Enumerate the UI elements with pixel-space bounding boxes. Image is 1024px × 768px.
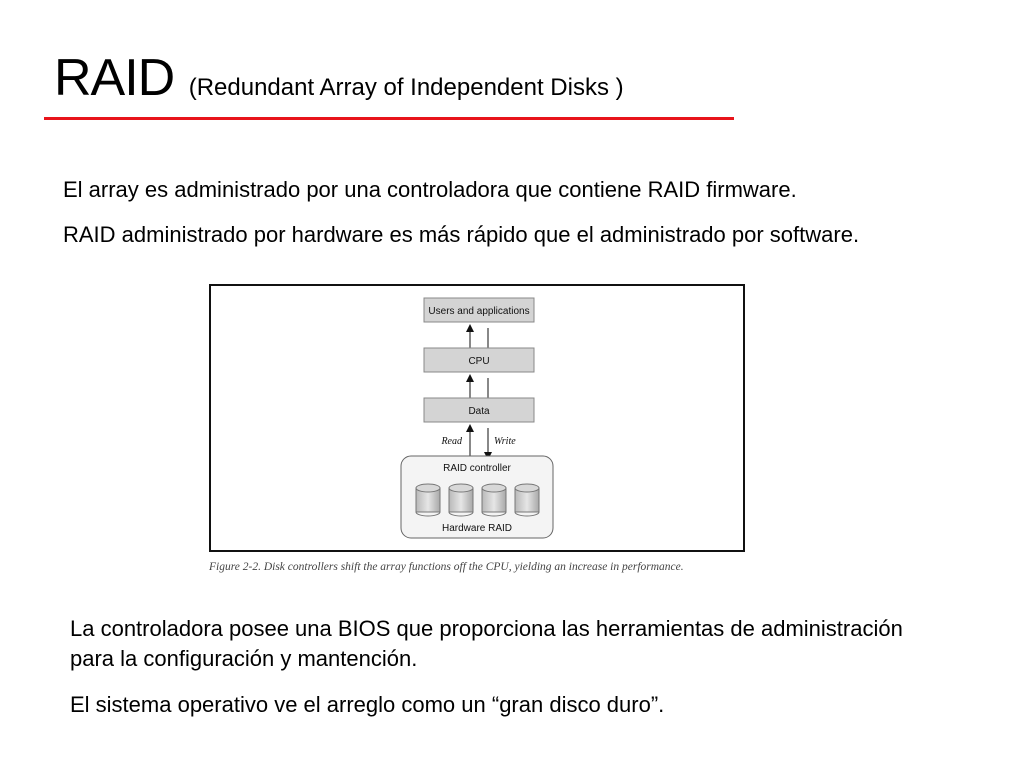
cpu-box-label: CPU [468,356,490,367]
slide-title [54,48,624,108]
hardware-raid-label: Hardware RAID [441,523,513,534]
disk-icon [515,484,539,516]
data-box-label: Data [468,406,490,417]
read-label: Read [441,436,462,447]
disk-icon [482,484,506,516]
write-label: Write [494,436,516,447]
figure-caption: Figure 2-2. Disk controllers shift the array functions off the CPU, yielding an increase in performance. [209,561,684,573]
title-main: RAID [54,49,175,107]
raid-diagram-svg [211,286,743,550]
disk-icon [416,484,440,516]
paragraph-4: El sistema operativo ve el arreglo como un “gran disco duro”. [70,692,665,717]
raid-controller-label: RAID controller [443,463,511,474]
paragraph-2: RAID administrado por hardware es más rápido que el administrado por software. [63,222,860,247]
raid-diagram [209,284,745,552]
title-subtitle: (Redundant Array of Independent Disks ) [188,74,624,101]
title-underline [44,117,734,120]
users-box-label: Users and applications [428,306,530,317]
paragraph-3: La controladora posee una BIOS que proporciona las herramientas de administración para la configuración y mantención. [70,616,903,671]
disk-icon [449,484,473,516]
paragraph-1: El array es administrado por una controladora que contiene RAID firmware. [63,177,797,202]
